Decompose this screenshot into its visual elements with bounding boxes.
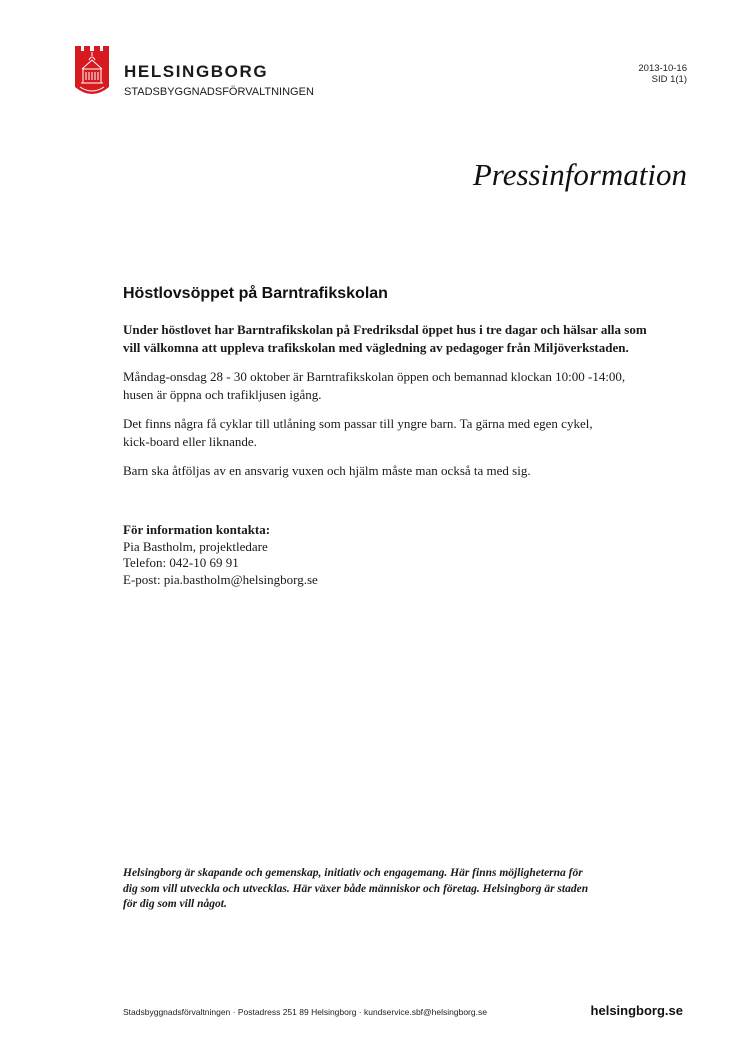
contact-block: [123, 522, 318, 588]
page-number: SID 1(1): [651, 74, 687, 85]
footer-website: helsingborg.se: [590, 1003, 683, 1018]
helsingborg-crest-icon: [74, 43, 110, 99]
organization-name: HELSINGBORG: [124, 62, 269, 81]
document-type-title: Pressinformation: [472, 157, 687, 192]
document-meta: [638, 63, 687, 85]
body-paragraph: Det finns några få cyklar till utlåning som passar till yngre barn. Ta gärna med egen cykel, kick-board eller liknande.: [123, 416, 593, 449]
contact-title: För information kontakta:: [123, 522, 271, 537]
body-paragraph: Måndag-onsdag 28 - 30 oktober är Barntrafikskolan öppen och bemannad klockan 10:00 -14:00, husen är öppna och trafikljusen igång.: [123, 369, 626, 402]
contact-email: E-post: pia.bastholm@helsingborg.se: [123, 571, 318, 587]
lead-paragraph: Under höstlovet har Barntrafikskolan på Fredriksdal öppet hus i tre dagar och hälsar alla som vill välkomna att uppleva trafikskolan med vägledning av pedagoger från Miljöverkstaden.: [123, 322, 647, 355]
document-date: 2013-10-16: [638, 63, 687, 74]
footer-address: Stadsbyggnadsförvaltningen · Postadress 251 89 Helsingborg · kundservice.sbf@helsingborg.se: [123, 1007, 487, 1017]
article-body: [123, 321, 663, 491]
body-paragraph: Barn ska åtföljas av en ansvarig vuxen och hjälm måste man också ta med sig.: [123, 463, 531, 478]
contact-phone: Telefon: 042-10 69 91: [123, 555, 239, 570]
headline: Höstlovsöppet på Barntrafikskolan: [123, 285, 388, 302]
city-slogan: Helsingborg är skapande och gemenskap, initiativ och engagemang. Här finns möjligheterna för dig som vill utveckla och utvecklas. Här växer både människor och företag. Helsingborg är staden för dig som vill något.: [123, 867, 589, 910]
contact-name: Pia Bastholm, projektledare: [123, 538, 268, 554]
department-name: STADSBYGGNADSFÖRVALTNINGEN: [124, 86, 314, 98]
